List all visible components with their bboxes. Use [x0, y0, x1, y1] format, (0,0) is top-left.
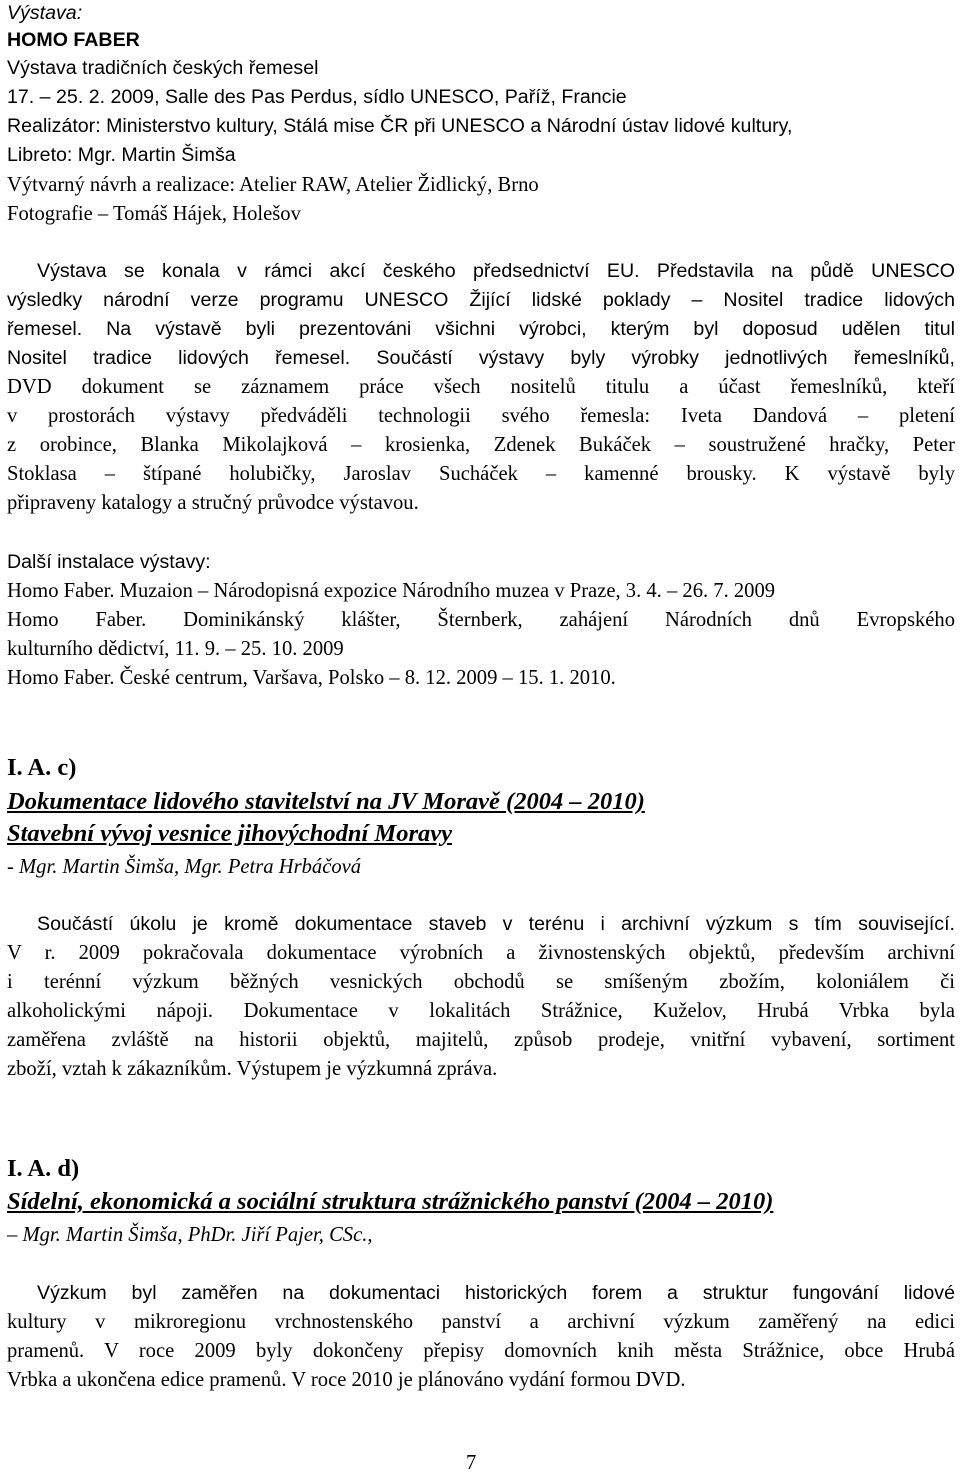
section-d-paragraph-line: Vrbka a ukončena edice pramenů. V roce 2010 je plánováno vydání formou DVD.: [7, 1369, 686, 1391]
exhibition-title: HOMO FABER: [7, 29, 140, 51]
installation-line: kulturního dědictví, 11. 9. – 25. 10. 2009: [7, 638, 344, 660]
section-c-paragraph-line: alkoholickými nápoji. Dokumentace v lokalitách Strážnice, Kuželov, Hrubá Vrbka byla: [7, 1000, 955, 1022]
exhibition-paragraph-line: DVD dokument se záznamem práce všech nositelů titulu a účast řemeslníků, kteří: [7, 376, 955, 398]
exhibition-paragraph-line: Nositel tradice lidových řemesel. Součástí výstavy byly výrobky jednotlivých řemeslníků,: [7, 347, 955, 369]
exhibition-photo: Fotografie – Tomáš Hájek, Holešov: [7, 203, 301, 225]
section-d-title: Sídelní, ekonomická a sociální struktura strážnického panství (2004 – 2010): [7, 1188, 774, 1215]
further-installations-label: Další instalace výstavy:: [7, 551, 211, 573]
exhibition-label: Výstava:: [7, 2, 83, 24]
exhibition-dates-venue: 17. – 25. 2. 2009, Salle des Pas Perdus, sídlo UNESCO, Paříž, Francie: [7, 86, 627, 108]
section-c-paragraph-line: V r. 2009 pokračovala dokumentace výrobních a živnostenských objektů, především archivní: [7, 942, 955, 964]
section-d-number: I. A. d): [7, 1155, 80, 1182]
section-c-authors: - Mgr. Martin Šimša, Mgr. Petra Hrbáčová: [7, 856, 362, 878]
section-c-paragraph-line: i terénní výzkum běžných vesnických obchodů se smíšeným zbožím, koloniálem či: [7, 971, 955, 993]
page-number: 7: [466, 1452, 477, 1474]
section-c-paragraph-line: Součástí úkolu je kromě dokumentace staveb v terénu i archivní výzkum s tím související.: [37, 913, 955, 935]
section-c-subtitle: Stavební vývoj vesnice jihovýchodní Moravy: [7, 820, 452, 847]
exhibition-paragraph-line: připraveny katalogy a stručný průvodce výstavou.: [7, 492, 419, 514]
section-c-title: Dokumentace lidového stavitelství na JV Moravě (2004 – 2010): [7, 788, 645, 815]
section-c-number: I. A. c): [7, 754, 77, 781]
exhibition-paragraph-line: z orobince, Blanka Mikolajková – krosienka, Zdenek Bukáček – soustružené hračky, Peter: [7, 434, 955, 456]
exhibition-paragraph-line: Stoklasa – štípané holubičky, Jaroslav Sucháček – kamenné brousky. K výstavě byly: [7, 463, 955, 485]
exhibition-organizer: Realizátor: Ministerstvo kultury, Stálá mise ČR při UNESCO a Národní ústav lidové kultury,: [7, 115, 793, 137]
exhibition-design: Výtvarný návrh a realizace: Atelier RAW, Atelier Židlický, Brno: [7, 174, 539, 196]
exhibition-subtitle: Výstava tradičních českých řemesel: [7, 57, 319, 79]
section-c-paragraph-line: zaměřena zvláště na historii objektů, majitelů, způsob prodeje, vnitřní vybavení, sortiment: [7, 1029, 955, 1051]
installation-line: Homo Faber. Muzaion – Národopisná expozice Národního muzea v Praze, 3. 4. – 26. 7. 2009: [7, 580, 776, 602]
exhibition-paragraph-line: řemesel. Na výstavě byli prezentováni všichni výrobci, kterým byl doposud udělen titul: [7, 318, 955, 340]
exhibition-paragraph-line: Výstava se konala v rámci akcí českého předsednictví EU. Představila na půdě UNESCO: [37, 260, 955, 282]
exhibition-libreto: Libreto: Mgr. Martin Šimša: [7, 144, 236, 166]
installation-line: Homo Faber. České centrum, Varšava, Polsko – 8. 12. 2009 – 15. 1. 2010.: [7, 667, 616, 689]
section-c-paragraph-line: zboží, vztah k zákazníkům. Výstupem je výzkumná zpráva.: [7, 1058, 498, 1080]
section-d-paragraph-line: Výzkum byl zaměřen na dokumentaci historických forem a struktur fungování lidové: [37, 1282, 955, 1304]
exhibition-paragraph-line: výsledky národní verze programu UNESCO Žijící lidské poklady – Nositel tradice lidových: [7, 289, 955, 311]
section-d-paragraph-line: pramenů. V roce 2009 byly dokončeny přepisy domovních knih města Strážnice, obce Hrubá: [7, 1340, 955, 1362]
section-d-authors: – Mgr. Martin Šimša, PhDr. Jiří Pajer, CSc.,: [7, 1224, 373, 1246]
section-d-paragraph-line: kultury v mikroregionu vrchnostenského panství a archivní výzkum zaměřený na edici: [7, 1311, 955, 1333]
exhibition-paragraph-line: v prostorách výstavy předváděli technologii svého řemesla: Iveta Dandová – pletení: [7, 405, 955, 427]
installation-line: Homo Faber. Dominikánský klášter, Šternberk, zahájení Národních dnů Evropského: [7, 609, 955, 631]
